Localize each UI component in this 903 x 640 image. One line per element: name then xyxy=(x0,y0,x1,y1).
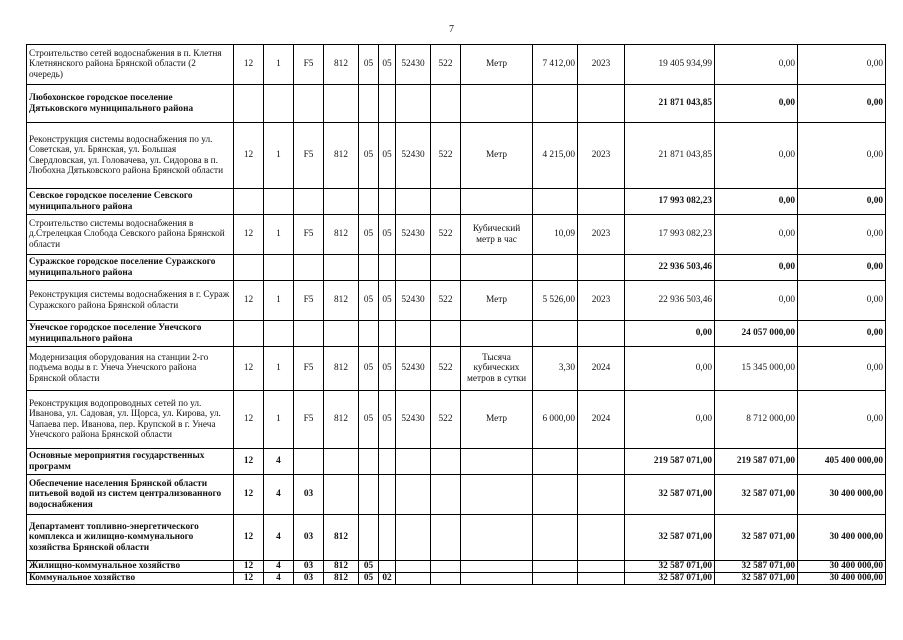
quantity-cell xyxy=(533,85,578,123)
code-grbs-cell xyxy=(324,449,359,475)
code-rz-cell: 05 xyxy=(359,45,379,85)
amount-2024-cell: 32 587 071,00 xyxy=(715,475,798,515)
row-name-cell: Основные мероприятия государственных программ xyxy=(27,449,234,475)
code-pp-cell xyxy=(264,85,294,123)
code-napr-cell xyxy=(396,255,431,281)
table-row xyxy=(27,573,886,585)
code-pp-cell: 1 xyxy=(264,347,294,391)
code-napr-cell: 52430 xyxy=(396,347,431,391)
quantity-cell xyxy=(533,475,578,515)
code-vr-cell xyxy=(431,561,461,573)
amount-2024-cell: 32 587 071,00 xyxy=(715,515,798,561)
code-rz-cell xyxy=(359,189,379,215)
code-grbs-cell: 812 xyxy=(324,281,359,321)
code-grbs-cell xyxy=(324,321,359,347)
amount-2024-cell: 24 057 000,00 xyxy=(715,321,798,347)
code-om-cell: 03 xyxy=(294,475,324,515)
unit-cell xyxy=(461,85,533,123)
code-pr-cell: 05 xyxy=(379,281,396,321)
amount-2025-cell: 30 400 000,00 xyxy=(798,515,886,561)
code-grbs-cell: 812 xyxy=(324,347,359,391)
amount-2023-cell: 219 587 071,00 xyxy=(625,449,715,475)
amount-2023-cell: 21 871 043,85 xyxy=(625,85,715,123)
code-gp-cell: 12 xyxy=(234,475,264,515)
budget-table xyxy=(26,44,886,585)
unit-cell xyxy=(461,321,533,347)
code-vr-cell: 522 xyxy=(431,215,461,255)
code-gp-cell: 12 xyxy=(234,215,264,255)
code-pp-cell: 4 xyxy=(264,475,294,515)
amount-2025-cell: 0,00 xyxy=(798,123,886,189)
code-grbs-cell: 812 xyxy=(324,573,359,585)
table-row xyxy=(27,281,886,321)
row-name-cell: Обеспечение населения Брянской области питьевой водой из систем централизованного водоснабжения xyxy=(27,475,234,515)
amount-2025-cell: 0,00 xyxy=(798,189,886,215)
code-pr-cell: 05 xyxy=(379,391,396,449)
code-pp-cell xyxy=(264,321,294,347)
row-name-cell: Модернизация оборудования на станции 2-го подъема воды в г. Унеча Унечского района Брянской области xyxy=(27,347,234,391)
table-row xyxy=(27,255,886,281)
code-gp-cell: 12 xyxy=(234,281,264,321)
amount-2023-cell: 21 871 043,85 xyxy=(625,123,715,189)
table-row xyxy=(27,561,886,573)
code-pr-cell: 05 xyxy=(379,45,396,85)
code-pr-cell: 02 xyxy=(379,573,396,585)
table-row xyxy=(27,85,886,123)
code-om-cell: F5 xyxy=(294,45,324,85)
code-rz-cell xyxy=(359,85,379,123)
code-rz-cell xyxy=(359,255,379,281)
code-napr-cell: 52430 xyxy=(396,215,431,255)
code-gp-cell: 12 xyxy=(234,123,264,189)
year-cell: 2024 xyxy=(578,391,625,449)
amount-2023-cell: 0,00 xyxy=(625,391,715,449)
code-napr-cell xyxy=(396,449,431,475)
code-grbs-cell: 812 xyxy=(324,215,359,255)
quantity-cell: 7 412,00 xyxy=(533,45,578,85)
amount-2025-cell: 0,00 xyxy=(798,347,886,391)
row-name-cell: Строительство сетей водоснабжения в п. Клетня Клетнянского района Брянской области (2 очередь) xyxy=(27,45,234,85)
code-vr-cell xyxy=(431,573,461,585)
code-napr-cell xyxy=(396,321,431,347)
code-napr-cell xyxy=(396,475,431,515)
code-vr-cell xyxy=(431,255,461,281)
unit-cell: Метр xyxy=(461,391,533,449)
amount-2023-cell: 17 993 082,23 xyxy=(625,189,715,215)
code-vr-cell xyxy=(431,449,461,475)
quantity-cell: 6 000,00 xyxy=(533,391,578,449)
code-gp-cell: 12 xyxy=(234,561,264,573)
row-name-cell: Любохонское городское поселение Дятьковского муниципального района xyxy=(27,85,234,123)
year-cell xyxy=(578,85,625,123)
code-napr-cell: 52430 xyxy=(396,45,431,85)
code-gp-cell xyxy=(234,255,264,281)
year-cell xyxy=(578,561,625,573)
amount-2025-cell: 0,00 xyxy=(798,391,886,449)
unit-cell: Кубический метр в час xyxy=(461,215,533,255)
row-name-cell: Коммунальное хозяйство xyxy=(27,573,234,585)
table-row xyxy=(27,215,886,255)
code-vr-cell: 522 xyxy=(431,391,461,449)
quantity-cell: 5 526,00 xyxy=(533,281,578,321)
unit-cell: Метр xyxy=(461,45,533,85)
row-name-cell: Севское городское поселение Севского муниципального района xyxy=(27,189,234,215)
table-row xyxy=(27,123,886,189)
quantity-cell: 10,09 xyxy=(533,215,578,255)
unit-cell: Тысяча кубических метров в сутки xyxy=(461,347,533,391)
code-rz-cell xyxy=(359,515,379,561)
code-pp-cell: 4 xyxy=(264,449,294,475)
code-vr-cell xyxy=(431,475,461,515)
amount-2025-cell: 0,00 xyxy=(798,281,886,321)
code-pr-cell xyxy=(379,255,396,281)
code-pp-cell: 4 xyxy=(264,573,294,585)
amount-2023-cell: 22 936 503,46 xyxy=(625,281,715,321)
code-pp-cell: 1 xyxy=(264,123,294,189)
year-cell: 2024 xyxy=(578,347,625,391)
code-pp-cell: 1 xyxy=(264,391,294,449)
amount-2024-cell: 32 587 071,00 xyxy=(715,573,798,585)
code-rz-cell xyxy=(359,449,379,475)
unit-cell: Метр xyxy=(461,123,533,189)
code-napr-cell xyxy=(396,189,431,215)
year-cell xyxy=(578,475,625,515)
amount-2024-cell: 15 345 000,00 xyxy=(715,347,798,391)
row-name-cell: Строительство системы водоснабжения в д.Стрелецкая Слобода Севского района Брянской области xyxy=(27,215,234,255)
quantity-cell xyxy=(533,321,578,347)
year-cell: 2023 xyxy=(578,281,625,321)
row-name-cell: Суражское городское поселение Суражского муниципального района xyxy=(27,255,234,281)
code-pp-cell: 1 xyxy=(264,215,294,255)
unit-cell xyxy=(461,189,533,215)
amount-2023-cell: 32 587 071,00 xyxy=(625,573,715,585)
quantity-cell xyxy=(533,255,578,281)
amount-2023-cell: 32 587 071,00 xyxy=(625,515,715,561)
code-grbs-cell: 812 xyxy=(324,515,359,561)
code-rz-cell: 05 xyxy=(359,215,379,255)
code-rz-cell: 05 xyxy=(359,561,379,573)
code-napr-cell xyxy=(396,561,431,573)
unit-cell: Метр xyxy=(461,281,533,321)
code-napr-cell xyxy=(396,515,431,561)
code-pr-cell xyxy=(379,321,396,347)
amount-2025-cell: 0,00 xyxy=(798,45,886,85)
code-pp-cell: 1 xyxy=(264,281,294,321)
amount-2024-cell: 0,00 xyxy=(715,255,798,281)
row-name-cell: Унечское городское поселение Унечского муниципального района xyxy=(27,321,234,347)
code-om-cell: F5 xyxy=(294,281,324,321)
code-om-cell: 03 xyxy=(294,573,324,585)
code-rz-cell xyxy=(359,475,379,515)
code-gp-cell xyxy=(234,189,264,215)
code-gp-cell xyxy=(234,321,264,347)
code-pp-cell: 1 xyxy=(264,45,294,85)
amount-2025-cell: 0,00 xyxy=(798,321,886,347)
unit-cell xyxy=(461,255,533,281)
code-pr-cell: 05 xyxy=(379,347,396,391)
year-cell xyxy=(578,255,625,281)
code-vr-cell xyxy=(431,189,461,215)
amount-2024-cell: 0,00 xyxy=(715,45,798,85)
table-row xyxy=(27,321,886,347)
code-vr-cell: 522 xyxy=(431,45,461,85)
code-gp-cell: 12 xyxy=(234,573,264,585)
quantity-cell xyxy=(533,515,578,561)
year-cell xyxy=(578,573,625,585)
code-pr-cell xyxy=(379,475,396,515)
year-cell xyxy=(578,449,625,475)
code-om-cell xyxy=(294,85,324,123)
row-name-cell: Реконструкция системы водоснабжения в г. Сураж Суражского района Брянской области xyxy=(27,281,234,321)
code-grbs-cell: 812 xyxy=(324,45,359,85)
code-om-cell xyxy=(294,449,324,475)
amount-2023-cell: 0,00 xyxy=(625,347,715,391)
code-vr-cell xyxy=(431,85,461,123)
amount-2024-cell: 8 712 000,00 xyxy=(715,391,798,449)
amount-2023-cell: 22 936 503,46 xyxy=(625,255,715,281)
amount-2023-cell: 32 587 071,00 xyxy=(625,475,715,515)
quantity-cell: 4 215,00 xyxy=(533,123,578,189)
amount-2023-cell: 19 405 934,99 xyxy=(625,45,715,85)
code-rz-cell xyxy=(359,321,379,347)
unit-cell xyxy=(461,573,533,585)
code-grbs-cell xyxy=(324,475,359,515)
table-row xyxy=(27,449,886,475)
code-pr-cell: 05 xyxy=(379,123,396,189)
code-om-cell: F5 xyxy=(294,391,324,449)
year-cell: 2023 xyxy=(578,123,625,189)
row-name-cell: Департамент топливно-энергетического комплекса и жилищно-коммунального хозяйства Брянской области xyxy=(27,515,234,561)
code-pr-cell xyxy=(379,189,396,215)
table-row xyxy=(27,515,886,561)
table-row xyxy=(27,391,886,449)
row-name-cell: Реконструкция системы водоснабжения по ул. Советская, ул. Брянская, ул. Большая Свердловская, ул. Головачева, ул. Сидорова в п. Любохна Дятьковского района Брянской области xyxy=(27,123,234,189)
unit-cell xyxy=(461,561,533,573)
code-grbs-cell xyxy=(324,255,359,281)
code-om-cell xyxy=(294,255,324,281)
table-row xyxy=(27,347,886,391)
code-gp-cell: 12 xyxy=(234,515,264,561)
year-cell: 2023 xyxy=(578,215,625,255)
year-cell xyxy=(578,321,625,347)
code-om-cell: F5 xyxy=(294,347,324,391)
table-row xyxy=(27,475,886,515)
amount-2024-cell: 0,00 xyxy=(715,215,798,255)
code-rz-cell: 05 xyxy=(359,573,379,585)
code-om-cell xyxy=(294,321,324,347)
code-vr-cell: 522 xyxy=(431,123,461,189)
code-vr-cell xyxy=(431,321,461,347)
unit-cell xyxy=(461,515,533,561)
quantity-cell xyxy=(533,561,578,573)
code-rz-cell: 05 xyxy=(359,391,379,449)
amount-2025-cell: 405 400 000,00 xyxy=(798,449,886,475)
code-grbs-cell: 812 xyxy=(324,391,359,449)
code-gp-cell: 12 xyxy=(234,347,264,391)
amount-2023-cell: 0,00 xyxy=(625,321,715,347)
code-napr-cell: 52430 xyxy=(396,391,431,449)
amount-2024-cell: 0,00 xyxy=(715,189,798,215)
code-napr-cell xyxy=(396,573,431,585)
code-om-cell: 03 xyxy=(294,561,324,573)
code-gp-cell: 12 xyxy=(234,391,264,449)
code-vr-cell: 522 xyxy=(431,281,461,321)
amount-2025-cell: 0,00 xyxy=(798,215,886,255)
code-gp-cell: 12 xyxy=(234,45,264,85)
unit-cell xyxy=(461,449,533,475)
amount-2025-cell: 0,00 xyxy=(798,255,886,281)
amount-2025-cell: 30 400 000,00 xyxy=(798,573,886,585)
unit-cell xyxy=(461,475,533,515)
code-grbs-cell: 812 xyxy=(324,123,359,189)
amount-2024-cell: 0,00 xyxy=(715,123,798,189)
amount-2025-cell: 0,00 xyxy=(798,85,886,123)
amount-2025-cell: 30 400 000,00 xyxy=(798,475,886,515)
page-number: 7 xyxy=(449,24,454,35)
quantity-cell: 3,30 xyxy=(533,347,578,391)
table-row xyxy=(27,189,886,215)
code-om-cell: 03 xyxy=(294,515,324,561)
amount-2023-cell: 17 993 082,23 xyxy=(625,215,715,255)
code-om-cell: F5 xyxy=(294,215,324,255)
code-pp-cell: 4 xyxy=(264,561,294,573)
amount-2025-cell: 30 400 000,00 xyxy=(798,561,886,573)
year-cell: 2023 xyxy=(578,45,625,85)
code-grbs-cell xyxy=(324,85,359,123)
amount-2024-cell: 219 587 071,00 xyxy=(715,449,798,475)
code-vr-cell xyxy=(431,515,461,561)
code-pp-cell xyxy=(264,255,294,281)
quantity-cell xyxy=(533,189,578,215)
code-rz-cell: 05 xyxy=(359,123,379,189)
code-pr-cell xyxy=(379,561,396,573)
row-name-cell: Жилищно-коммунальное хозяйство xyxy=(27,561,234,573)
code-napr-cell xyxy=(396,85,431,123)
code-napr-cell: 52430 xyxy=(396,281,431,321)
code-pr-cell xyxy=(379,515,396,561)
code-rz-cell: 05 xyxy=(359,347,379,391)
code-grbs-cell xyxy=(324,189,359,215)
table-row xyxy=(27,45,886,85)
amount-2024-cell: 0,00 xyxy=(715,281,798,321)
code-grbs-cell: 812 xyxy=(324,561,359,573)
code-vr-cell: 522 xyxy=(431,347,461,391)
code-gp-cell xyxy=(234,85,264,123)
code-napr-cell: 52430 xyxy=(396,123,431,189)
year-cell xyxy=(578,189,625,215)
code-pr-cell: 05 xyxy=(379,215,396,255)
year-cell xyxy=(578,515,625,561)
amount-2024-cell: 0,00 xyxy=(715,85,798,123)
code-om-cell xyxy=(294,189,324,215)
amount-2023-cell: 32 587 071,00 xyxy=(625,561,715,573)
row-name-cell: Реконструкция водопроводных сетей по ул. Иванова, ул. Садовая, ул. Щорса, ул. Кирова, ул. Чапаева пер. Иванова, пер. Крупской в г. Унеча Унечского района Брянской области xyxy=(27,391,234,449)
code-rz-cell: 05 xyxy=(359,281,379,321)
code-pr-cell xyxy=(379,85,396,123)
quantity-cell xyxy=(533,573,578,585)
code-om-cell: F5 xyxy=(294,123,324,189)
code-pr-cell xyxy=(379,449,396,475)
code-pp-cell: 4 xyxy=(264,515,294,561)
code-gp-cell: 12 xyxy=(234,449,264,475)
quantity-cell xyxy=(533,449,578,475)
code-pp-cell xyxy=(264,189,294,215)
amount-2024-cell: 32 587 071,00 xyxy=(715,561,798,573)
